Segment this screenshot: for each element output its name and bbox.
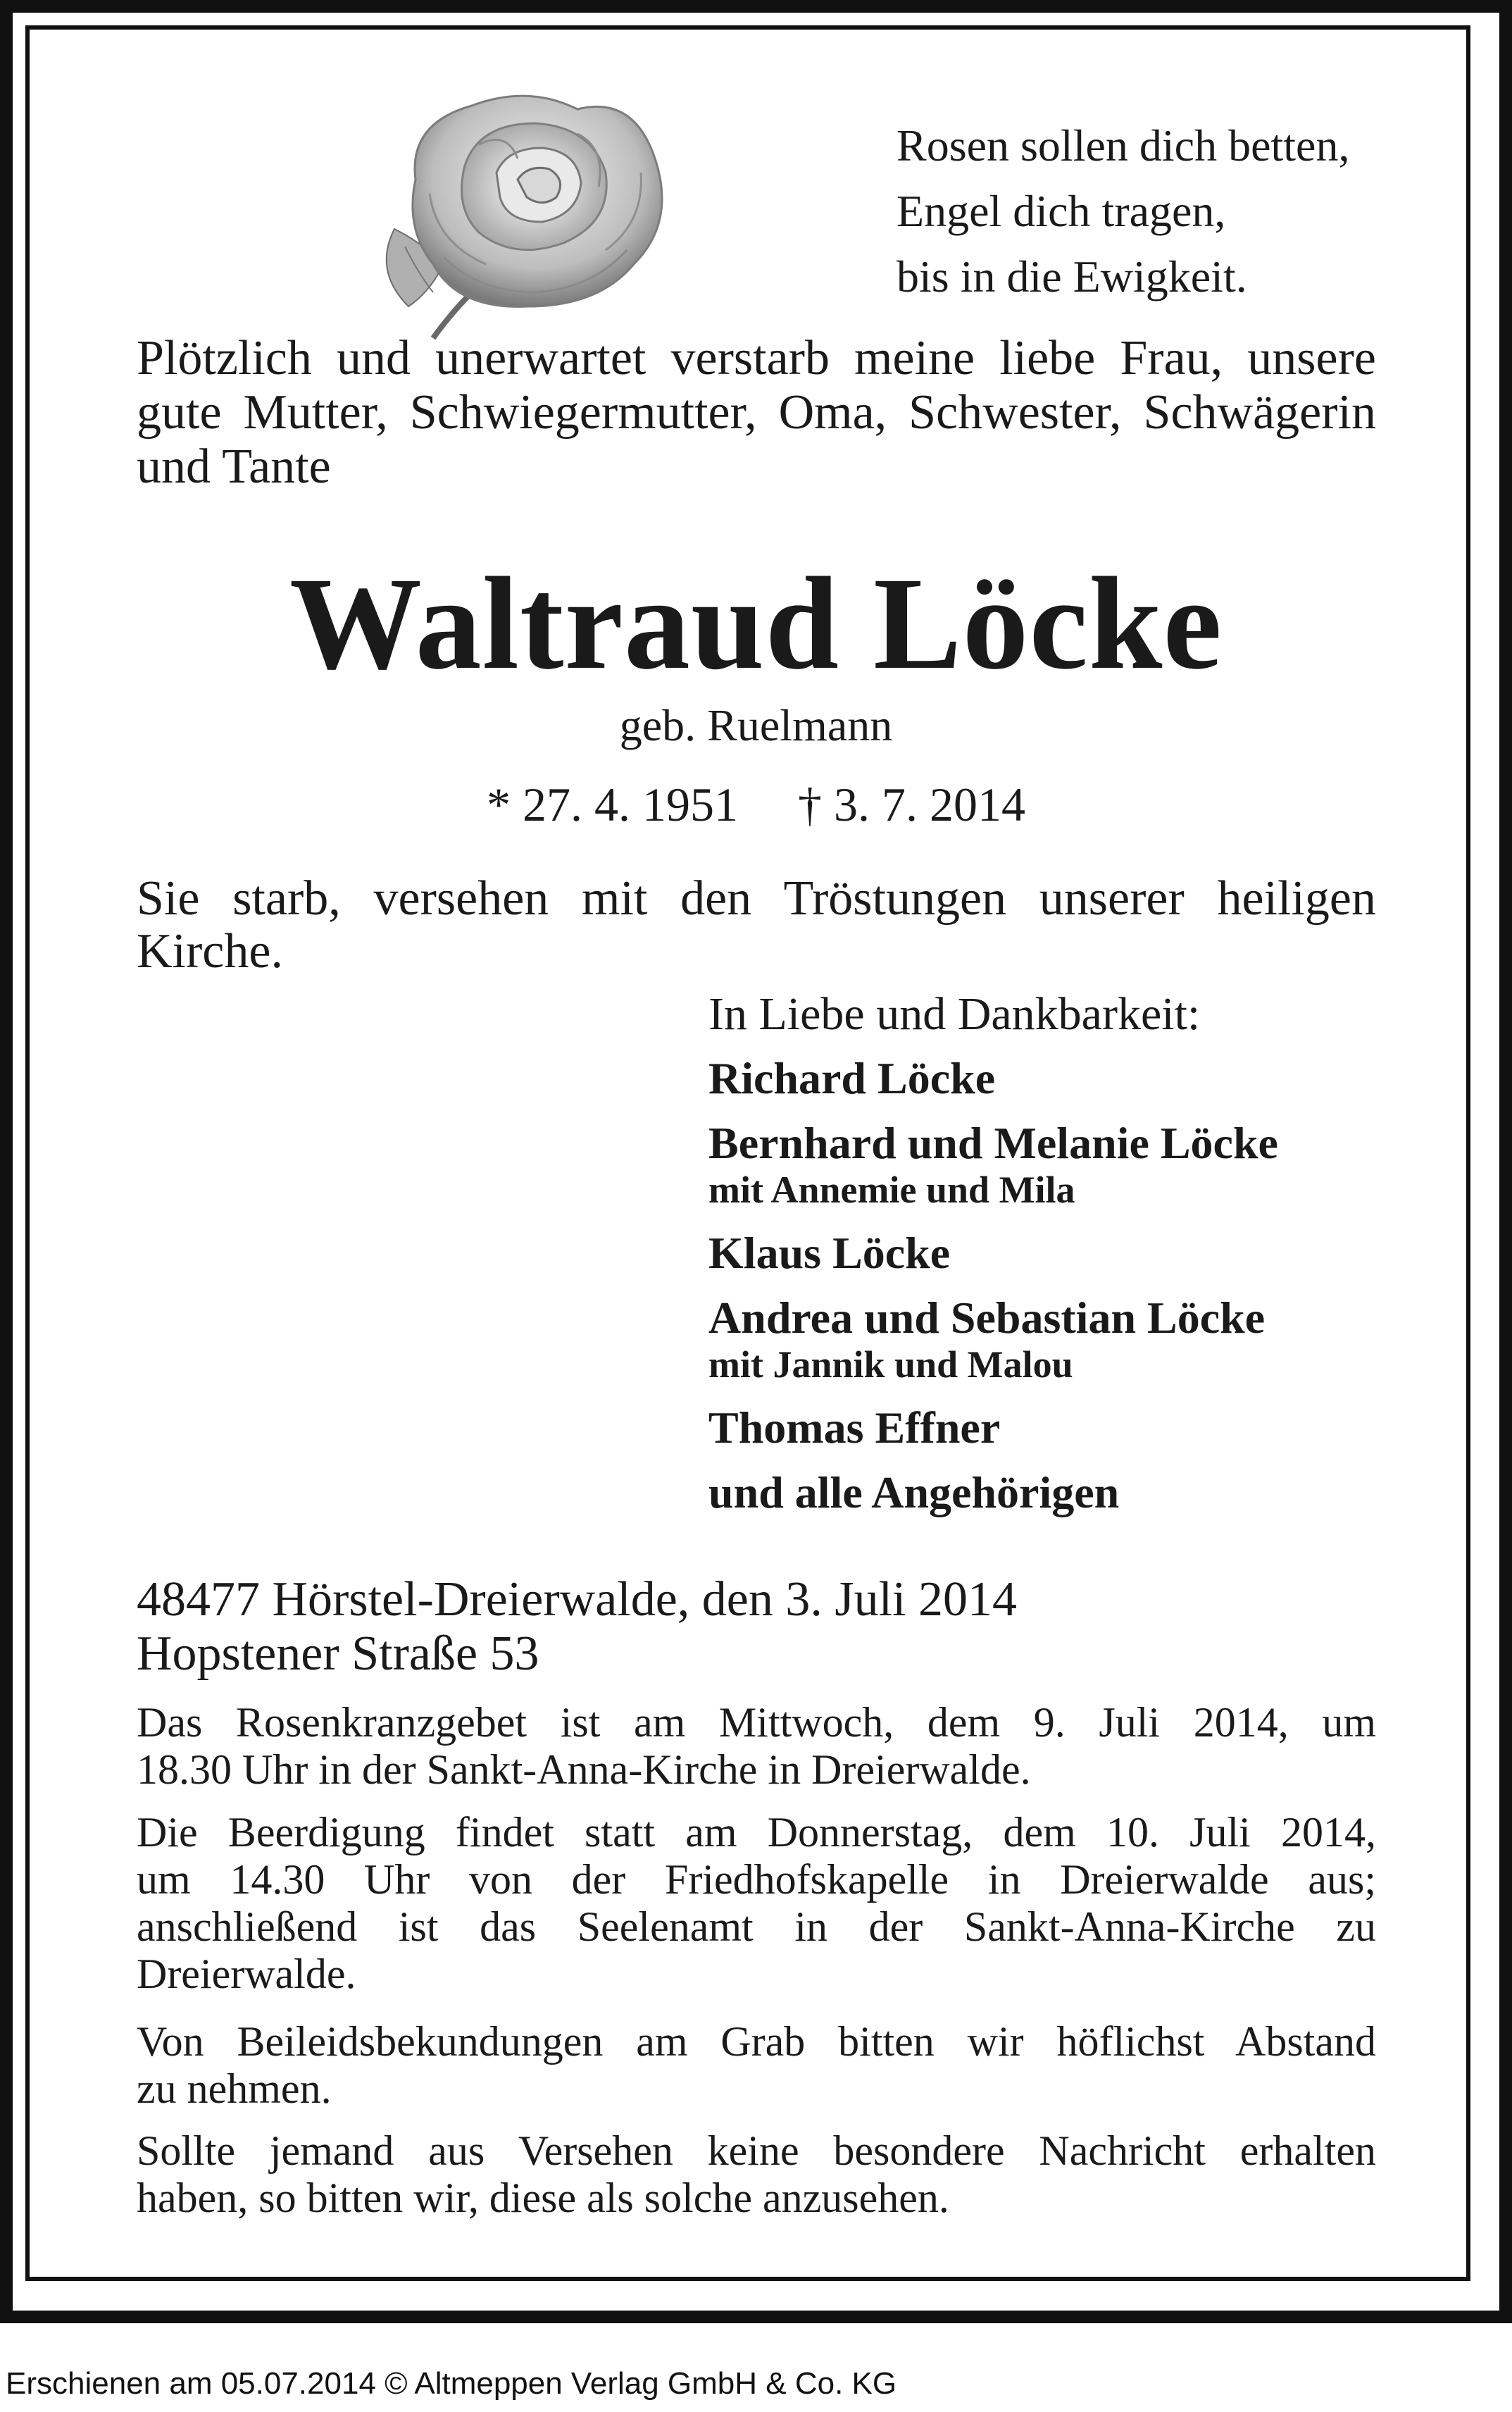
paragraph-line: anschließend ist das Seelenamt in der Sankt-Anna-Kirche zu (137, 1903, 1376, 1950)
faith-text (137, 872, 1376, 978)
intro-line: Plötzlich und unerwartet verstarb meine liebe Frau, unsere (137, 331, 1376, 385)
paragraph-line: Von Beileidsbekundungen am Grab bitten wir höflichst Abstand (137, 2018, 1376, 2065)
poem-line: bis in die Ewigkeit. (896, 251, 1247, 302)
publication-footer: Erschienen am 05.07.2014 © Altmeppen Verlag GmbH & Co. KG (6, 2366, 897, 2401)
rosary-paragraph (137, 1699, 1376, 1794)
paragraph-line: Sollte jemand aus Versehen keine besondere Nachricht erhalten (137, 2127, 1376, 2174)
address (137, 1572, 1017, 1681)
life-dates: * 27. 4. 1951 † 3. 7. 2014 (487, 778, 1025, 831)
family-member: Andrea und Sebastian Löcke (708, 1293, 1266, 1343)
paragraph-line: Dreierwalde. (137, 1951, 356, 1997)
family-member: Thomas Effner (708, 1403, 1001, 1453)
intro-line: und Tante (137, 440, 331, 494)
address-line: 48477 Hörstel-Dreierwalde, den 3. Juli 2014 (137, 1572, 1017, 1627)
deceased-name: Waltraud Löcke (289, 549, 1223, 697)
condolences-paragraph (137, 2018, 1376, 2113)
family-member: Klaus Löcke (708, 1228, 951, 1278)
family-member-sub: mit Annemie und Mila (708, 1169, 1075, 1211)
faith-line: Kirche. (137, 924, 283, 978)
poem-line: Engel dich tragen, (896, 186, 1226, 236)
intro-text (137, 331, 1376, 494)
family-member: Bernhard und Melanie Löcke (708, 1118, 1278, 1168)
birth-name: geb. Ruelmann (619, 700, 893, 750)
family-lead: In Liebe und Dankbarkeit: (708, 988, 1201, 1040)
family-member: Richard Löcke (708, 1053, 996, 1103)
paragraph-line: 18.30 Uhr in der Sankt-Anna-Kirche in Dreierwalde. (137, 1746, 1031, 1793)
poem (896, 113, 1349, 309)
paragraph-line: Die Beerdigung findet statt am Donnerstag, dem 10. Juli 2014, (137, 1809, 1376, 1855)
rose-illustration (366, 81, 676, 342)
notice-paragraph (137, 2127, 1376, 2222)
funeral-paragraph (137, 1809, 1376, 1998)
address-line: Hopstener Straße 53 (137, 1627, 539, 1681)
poem-line: Rosen sollen dich betten, (896, 120, 1350, 170)
faith-line: Sie starb, versehen mit den Tröstungen unserer heiligen (137, 871, 1376, 926)
family-member-sub: mit Jannik und Malou (708, 1343, 1073, 1386)
intro-line: gute Mutter, Schwiegermutter, Oma, Schwester, Schwägerin (137, 385, 1376, 440)
paragraph-line: zu nehmen. (137, 2065, 332, 2112)
paragraph-line: um 14.30 Uhr von der Friedhofskapelle in Dreierwalde aus; (137, 1856, 1376, 1903)
family-list (708, 983, 1413, 1525)
paragraph-line: haben, so bitten wir, diese als solche anzusehen. (137, 2175, 949, 2221)
paragraph-line: Das Rosenkranzgebet ist am Mittwoch, dem 9. Juli 2014, um (137, 1699, 1376, 1746)
family-member: und alle Angehörigen (708, 1467, 1120, 1517)
